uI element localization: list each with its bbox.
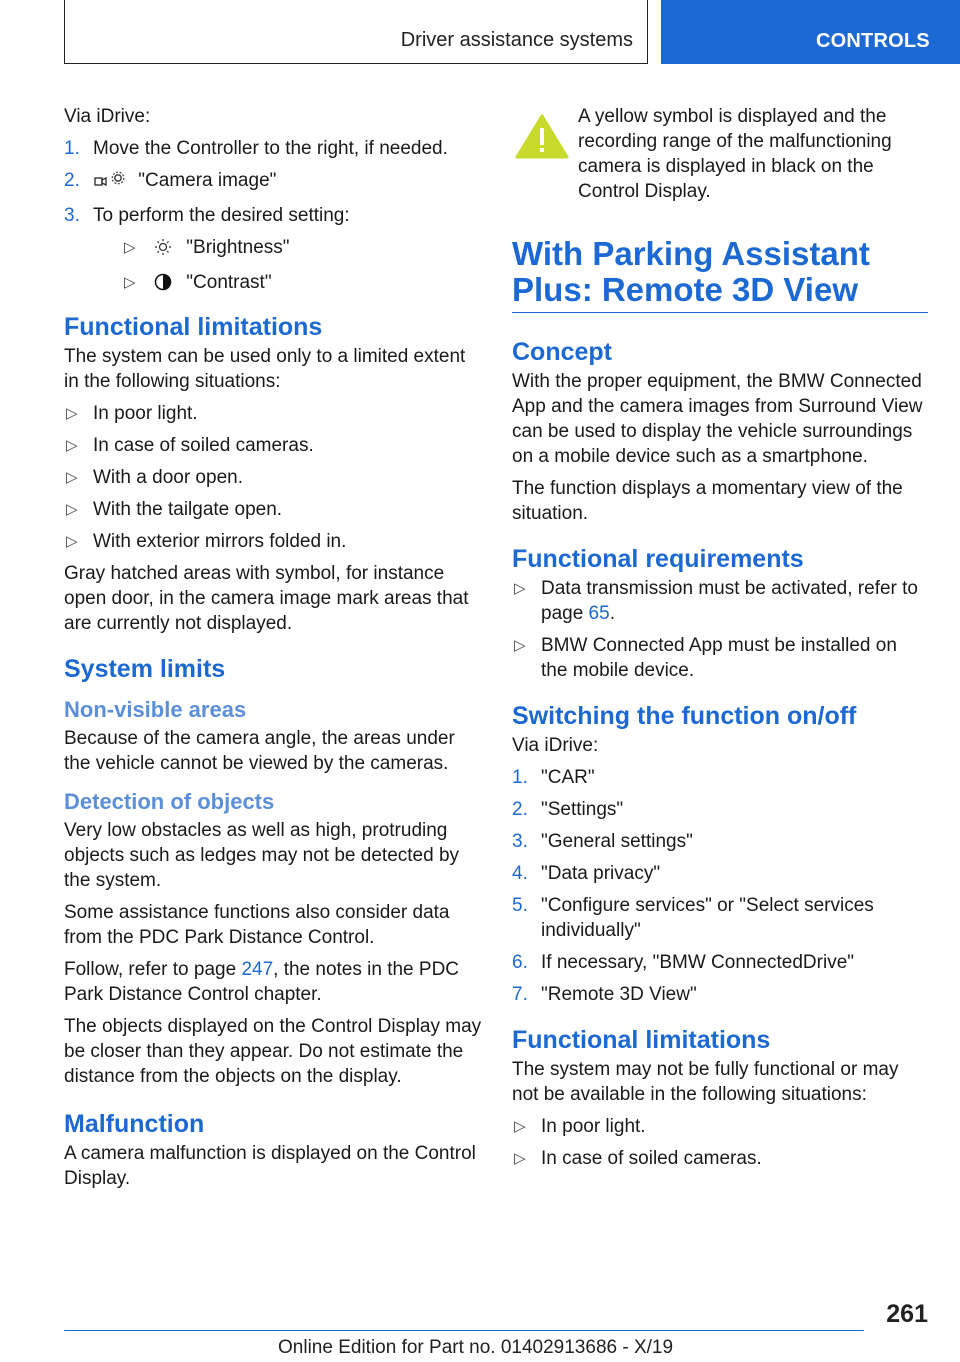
list-item: ▷ With exterior mirrors folded in. [66,531,347,552]
system-limits-heading: System limits [64,655,226,683]
chapter-tab: CONTROLS [661,0,960,64]
list-item: 7. "Remote 3D View" [512,984,697,1005]
bullet-triangle-icon: ▷ [66,405,78,422]
list-item: 4. "Data privacy" [512,863,661,884]
right-column [512,104,928,1178]
left-column [64,104,484,1198]
bullet-triangle-icon: ▷ [514,1118,526,1135]
warning-text: A yellow symbol is displayed and the recording range of the malfunctioning camera is displayed in black on the Control Display. [578,106,892,202]
hatched-areas-note: Gray hatched areas with symbol, for instance open door, in the camera image mark areas that are currently not displayed. [64,563,469,634]
bullet-triangle-icon: ▷ [66,533,78,550]
functional-limitations-heading: Functional limitations [512,1026,771,1054]
bullet-triangle-icon: ▷ [124,239,136,256]
list-item: 6. If necessary, "BMW ConnectedDrive" [512,952,855,973]
list-item: ▷ In case of soiled cameras. [66,435,314,456]
list-item: 2. "Settings" [512,799,624,820]
list-item: ▷ With the tailgate open. [66,499,283,520]
concept-heading: Concept [512,338,612,366]
list-item [64,168,484,196]
bullet-triangle-icon: ▷ [514,637,526,654]
concept-text: With the proper equipment, the BMW Connected App and the camera images from Surround View can be used to display the vehicle surroundings on a mobile device such as a smartphone. [512,371,923,467]
warning-triangle-icon [514,112,570,167]
step-number: 2. [64,170,80,191]
page-link-247[interactable]: 247 [241,959,274,980]
list-item [64,136,484,161]
limitations-list [512,1114,928,1171]
limitations-list [64,401,484,554]
detection-heading: Detection of objects [64,789,275,814]
via-idrive-label: Via iDrive: [64,106,151,127]
distance-warning-text: The objects displayed on the Control Display may be closer than they appear. Do not estimate the distance from the objects on the display. [64,1016,482,1087]
step-number: 1. [64,138,80,159]
brightness-icon [151,238,175,263]
pdc-reference: Follow, refer to page 247, the notes in the PDC Park Distance Control chapter. [64,959,460,1005]
page-number: 261 [886,1300,928,1328]
list-item: ▷ In case of soiled cameras. [514,1148,762,1169]
concept-text-2: The function displays a momentary view of the situation. [512,478,903,524]
bullet-triangle-icon: ▷ [66,501,78,518]
bullet-triangle-icon: ▷ [124,274,136,291]
functional-requirements-heading: Functional requirements [512,545,804,573]
running-header [64,0,648,64]
bullet-triangle-icon: ▷ [514,1150,526,1167]
remote-3d-view-heading: With Parking Assistant Plus: Remote 3D View [512,236,928,313]
bullet-triangle-icon: ▷ [66,469,78,486]
pdc-text: Some assistance functions also consider data from the PDC Park Distance Control. [64,902,450,948]
list-item [122,270,484,298]
warning-note [512,104,928,204]
via-idrive-label: Via iDrive: [512,735,599,756]
sub-step-text: "Brightness" [186,237,290,258]
list-item: ▷ Data transmission must be activated, refer to page 65. [514,578,918,624]
edition-text: Online Edition for Part no. 01402913686 - X/19 [278,1337,674,1358]
limitations-intro: The system can be used only to a limited extent in the following situations: [64,346,466,392]
step-text: To perform the desired setting: [93,205,350,226]
detection-text: Very low obstacles as well as high, protruding objects such as ledges may not be detected by the system. [64,820,460,891]
functional-limitations-heading: Functional limitations [64,313,323,341]
bullet-triangle-icon: ▷ [514,580,526,597]
non-visible-areas-text: Because of the camera angle, the areas under the vehicle cannot be viewed by the cameras. [64,728,455,774]
list-item: 3. "General settings" [512,831,693,852]
page-link-65[interactable]: 65 [588,603,610,624]
step-text: "Camera image" [138,170,277,191]
malfunction-heading: Malfunction [64,1110,205,1138]
contrast-icon [151,273,175,298]
bullet-triangle-icon: ▷ [66,437,78,454]
list-item: ▷ BMW Connected App must be installed on the mobile device. [514,635,897,681]
limitations-intro: The system may not be fully functional or may not be available in the following situations: [512,1059,899,1105]
list-item: 5. "Configure services" or "Select services individually" [512,895,874,941]
step-number: 3. [64,205,80,226]
requirements-list [512,576,928,683]
switching-steps-list [512,765,928,1007]
section-title: Driver assistance systems [400,29,633,51]
list-item [122,235,484,263]
list-item: ▷ In poor light. [514,1116,646,1137]
list-item: 1. "CAR" [512,767,595,788]
footer-divider [64,1330,864,1331]
non-visible-areas-heading: Non-visible areas [64,697,247,722]
list-item [64,203,484,298]
malfunction-text: A camera malfunction is displayed on the Control Display. [64,1143,476,1189]
camera-steps-list [64,136,484,298]
settings-sub-list [93,235,484,298]
list-item: ▷ In poor light. [66,403,198,424]
camera-settings-icon [93,171,127,196]
switching-heading: Switching the function on/off [512,702,857,730]
step-text: Move the Controller to the right, if needed. [93,138,448,159]
sub-step-text: "Contrast" [186,272,272,293]
list-item: ▷ With a door open. [66,467,243,488]
